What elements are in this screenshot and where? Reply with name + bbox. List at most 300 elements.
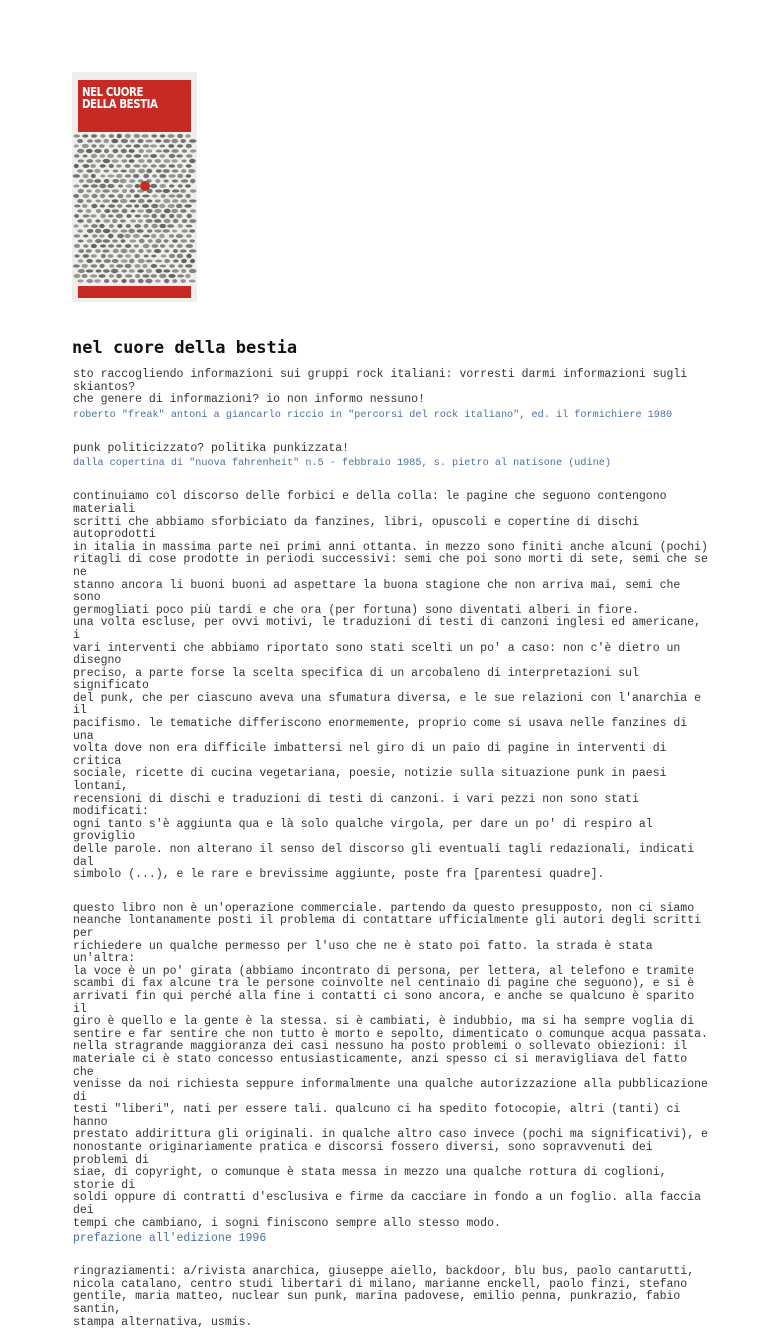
cover-pattern-figure (87, 229, 94, 233)
cover-pattern-figure (134, 134, 140, 138)
cover-pattern-figure (159, 274, 166, 278)
cover-pattern-figure (108, 254, 114, 258)
cover-pattern-figure (73, 174, 80, 177)
cover-pattern-figure (103, 239, 110, 243)
cover-pattern-figure (121, 159, 127, 162)
cover-pattern-figure (159, 174, 166, 178)
cover-pattern-figure (189, 269, 196, 273)
cover-pattern-figure (100, 214, 106, 218)
cover-pattern-figure (104, 170, 110, 173)
cover-pattern-figure (188, 169, 195, 173)
cover-pattern-figure (169, 194, 176, 197)
cover-pattern-figure (120, 199, 127, 203)
thanks-paragraph (73, 1266, 713, 1329)
text-line: la voce è un po' girata (abbiamo incontrato di persona, per lettera, al telefono e tramite (73, 964, 695, 978)
cover-pattern-figure (103, 159, 110, 163)
cover-pattern-figure (82, 134, 88, 137)
cover-pattern-figure (120, 179, 127, 183)
cover-pattern-figure (86, 149, 93, 153)
cover-pattern-figure (121, 139, 128, 143)
cover-pattern-figure (163, 199, 170, 203)
cover-pattern-figure (155, 179, 160, 183)
cover-pattern-figure (163, 149, 170, 152)
cover-pattern-figure (87, 219, 92, 223)
cover-pattern-figure (103, 139, 109, 143)
cover-pattern-figure (94, 169, 100, 173)
cover-pattern-figure (73, 185, 79, 188)
cover-pattern-figure (146, 140, 153, 143)
cover-pattern-figure (91, 144, 96, 147)
cover-pattern-figure (95, 189, 101, 193)
cover-pattern-figure (189, 280, 196, 283)
cover-pattern-figure (143, 235, 150, 238)
text-line: soldi oppure di contratti d'esclusiva e firme da cacciare in fondo a un foglio. alla faccia dei (73, 1191, 702, 1218)
cover-pattern-figure (180, 189, 186, 193)
cover-pattern-figure (152, 174, 157, 177)
cover-pattern-figure (163, 169, 170, 173)
cover-pattern-figure (156, 269, 163, 273)
cover-pattern-figure (160, 184, 166, 188)
cover-pattern-figure (96, 209, 101, 213)
cover-pattern-figure (159, 234, 165, 238)
cover-pattern-figure (180, 209, 186, 213)
cover-pattern-figure (83, 155, 88, 158)
cover-pattern-figure (143, 244, 150, 248)
cover-pattern-figure (112, 219, 117, 223)
cover-pattern-figure (134, 154, 141, 158)
cover-pattern-figure (91, 254, 97, 258)
cover-pattern-figure (190, 149, 196, 152)
text-line: continuiamo col discorso delle forbici e della colla: le pagine che seguono contengono materiali (73, 490, 667, 516)
cover-pattern-figure (121, 269, 127, 272)
cover-pattern-figure (108, 244, 114, 248)
cover-pattern-figure (147, 159, 152, 163)
cover-pattern-figure (137, 209, 144, 212)
cover-pattern-figure (160, 265, 166, 268)
cover-pattern-figure (74, 214, 79, 218)
cover-pattern-figure (189, 199, 196, 202)
text-line: sociale, ricette di cucina vegetariana, poesie, notizie sulla situazione punk in paesi lontani, (73, 767, 667, 794)
cover-pattern-figure (151, 214, 157, 218)
cover-pattern-figure (91, 184, 98, 188)
cover-pattern-figure (161, 194, 166, 198)
cover-pattern-figure (156, 169, 162, 173)
cover-pattern-figure (172, 269, 179, 272)
cover-pattern-figure (143, 154, 149, 157)
cover-pattern-figure (109, 144, 114, 147)
quote-punk-citation: dalla copertina di "nuova fahrenheit" n.5 - febbraio 1985, s. pietro al natisone (udine) (73, 458, 611, 470)
cover-pattern-figure (181, 169, 186, 173)
cover-pattern-figure (103, 229, 110, 233)
cover-pattern-figure (154, 209, 161, 213)
cover-pattern-figure (139, 149, 144, 153)
cover-pattern-figure (91, 264, 98, 267)
cover-pattern-figure (167, 224, 174, 228)
cover-pattern-figure (190, 209, 196, 213)
cover-pattern-figure (111, 229, 118, 232)
cover-pattern-figure (176, 204, 182, 208)
cover-pattern-figure (169, 264, 175, 268)
book-cover-image (72, 72, 197, 302)
cover-pattern-figure (176, 154, 182, 157)
cover-pattern-figure (77, 209, 83, 212)
cover-pattern-figure (74, 234, 81, 237)
cover-pattern-figure (77, 219, 83, 223)
cover-pattern-figure (116, 274, 122, 278)
cover-pattern-figure (90, 214, 96, 217)
cover-pattern-figure (125, 244, 131, 248)
cover-pattern-figure (144, 255, 149, 258)
cover-pattern-figure (176, 214, 182, 218)
cover-pattern-figure (186, 225, 193, 228)
cover-pattern-figure (104, 209, 110, 213)
cover-pattern-figure (74, 244, 80, 248)
page-content (73, 369, 713, 1329)
cover-pattern-figure (117, 154, 123, 158)
text-line: volta dove non era difficile imbattersi nel giro di un paio di pagine in interventi di critica (73, 742, 667, 768)
cover-pattern-figure (181, 279, 186, 283)
cover-pattern-figure (99, 224, 104, 228)
cover-pattern-figure (135, 215, 141, 218)
cover-pattern-figure (122, 189, 127, 193)
cover-pattern-figure (78, 240, 84, 243)
cover-pattern-figure (113, 170, 119, 173)
cover-pattern-figure (129, 149, 135, 153)
cover-pattern-figure (172, 230, 177, 233)
cover-pattern-figure (186, 254, 191, 258)
cover-pattern-figure (86, 189, 91, 192)
quote-punk (73, 443, 713, 471)
cover-pattern-figure (125, 254, 131, 257)
text-line: skiantos? (73, 380, 136, 394)
text-line: nonostante originariamente pratica e discorsi fossero diversi, sono sopravvenuti dei problemi di (73, 1141, 653, 1167)
cover-pattern-figure (112, 209, 119, 212)
cover-pattern-figure (172, 199, 178, 202)
cover-pattern-figure (116, 264, 123, 268)
cover-pattern-figure (108, 234, 114, 238)
cover-pattern-figure (103, 269, 110, 273)
cover-pattern-figure (146, 260, 153, 263)
cover-pattern-figure (111, 269, 118, 273)
cover-pattern-figure (176, 194, 183, 198)
cover-pattern-figure (112, 279, 118, 282)
cover-pattern-figure (102, 189, 109, 193)
cover-pattern-figure (181, 199, 188, 203)
cover-pattern-figure (82, 264, 88, 268)
text-line: del punk, che per ciascuno aveva una sfumatura diversa, e le sue relazioni con l'anarchia e il (73, 691, 702, 718)
cover-pattern-figure (107, 154, 114, 158)
cover-pattern-figure (138, 159, 145, 163)
cover-pattern-figure (78, 189, 84, 193)
cover-pattern-figure (172, 149, 179, 153)
text-line: neanche lontanamente posti il problema di contattare ufficialmente gli autori degli scritti per (73, 914, 702, 940)
cover-pattern-figure (163, 179, 168, 182)
cover-pattern-figure (111, 139, 118, 143)
cover-publisher-band (78, 286, 191, 298)
cover-pattern-figure (129, 159, 135, 163)
cover-pattern-figure (163, 229, 170, 233)
cover-pattern-figure (169, 244, 174, 248)
cover-pattern-figure (91, 134, 97, 137)
cover-pattern-figure (74, 224, 79, 227)
cover-pattern-figure (108, 204, 115, 208)
cover-pattern-figure (117, 234, 124, 238)
cover-pattern-figure (150, 274, 157, 277)
text-line: sto raccogliendo informazioni sui gruppi rock italiani: vorresti darmi informazioni sugli (73, 368, 688, 381)
cover-pattern-figure (99, 184, 106, 188)
cover-pattern-figure (156, 150, 162, 153)
cover-pattern-figure (150, 154, 157, 158)
cover-pattern-figure (142, 264, 147, 268)
text-line: punk politicizzato? politika punkizzata! (73, 441, 350, 455)
cover-pattern-figure (138, 249, 143, 253)
cover-pattern-figure (138, 279, 144, 283)
cover-pattern-figure (121, 170, 127, 173)
cover-pattern-figure (172, 279, 177, 283)
cover-pattern-figure (83, 164, 90, 168)
cover-pattern-figure (95, 159, 101, 162)
cover-pattern-figure (117, 224, 122, 228)
cover-pattern-figure (189, 139, 196, 142)
cover-pattern-figure (182, 149, 187, 153)
cover-pattern-figure (95, 239, 102, 243)
cover-pattern-figure (190, 189, 196, 192)
text-line: arrivati fin qui perché alla fine i contatti ci sono ancora, e anche se qualcuno è sparito il (73, 989, 695, 1016)
cover-pattern-figure (116, 244, 122, 247)
cover-pattern-figure (180, 239, 187, 243)
cover-pattern-figure (154, 249, 161, 253)
cover-title-lettering: NEL CUORE DELLA BESTIA (82, 85, 158, 111)
cover-pattern-figure (138, 259, 145, 263)
cover-pattern-figure (86, 279, 93, 283)
quote-punk-text (73, 443, 713, 456)
cover-pattern-figure (130, 219, 136, 222)
cover-pattern-figure (159, 164, 166, 168)
cover-pattern-figure (146, 209, 153, 213)
cover-pattern-figure (189, 219, 196, 223)
cover-pattern-figure (177, 134, 183, 138)
intro-paragraph (73, 491, 713, 881)
cover-pattern-figure (117, 144, 122, 148)
cover-pattern-figure (90, 164, 96, 168)
text-line: ringraziamenti: a/rivista anarchica, giuseppe aiello, backdoor, blu bus, paolo cantarutti, (73, 1265, 695, 1279)
cover-pattern-figure (171, 139, 178, 143)
cover-pattern-figure (121, 279, 126, 283)
intro-text (73, 491, 713, 881)
cover-pattern-figure (178, 184, 183, 187)
cover-pattern-figure (146, 269, 152, 273)
cover-pattern-figure (161, 255, 167, 258)
cover-pattern-figure (125, 174, 131, 177)
cover-pattern-figure (173, 259, 179, 262)
cover-pattern-figure (152, 194, 157, 197)
text-line: in italia in massima parte nei primi anni ottanta. in mezzo sono finiti anche alcuni (pochi) (73, 540, 708, 554)
cover-pattern-figure (92, 234, 97, 238)
text-line: testi "liberi", nati per essere tali. qualcuno ci ha spedito fotocopie, altri (tanti) ci hanno (73, 1103, 681, 1129)
cover-pattern-figure (187, 214, 192, 218)
text-line: materiale ci è stato concesso entusiasticamente, anzi spesso ci si meravigliava del fatto che (73, 1052, 688, 1079)
cover-pattern-figure (150, 184, 157, 188)
cover-pattern-figure (125, 134, 131, 138)
cover-pattern-figure (186, 154, 193, 158)
cover-pattern-figure (177, 174, 183, 178)
cover-pattern-figure (169, 234, 174, 238)
cover-pattern-figure (121, 249, 128, 253)
cover-pattern-figure (95, 249, 101, 253)
cover-pattern-figure (100, 164, 106, 167)
cover-pattern-figure (186, 244, 193, 248)
cover-pattern-figure (177, 274, 184, 277)
cover-pattern-figure (145, 279, 152, 283)
text-line: che genere di informazioni? io non informo nessuno! (73, 393, 425, 407)
cover-pattern-figure (177, 144, 183, 147)
cover-pattern-figure (151, 134, 157, 137)
cover-pattern-figure (77, 149, 84, 153)
cover-pattern-figure (77, 139, 83, 143)
cover-pattern-figure (189, 159, 196, 163)
cover-pattern-figure (91, 194, 97, 198)
cover-pattern-figure (146, 219, 153, 223)
cover-pattern-figure (181, 179, 188, 183)
cover-pattern-figure (142, 204, 149, 208)
cover-pattern-figure (129, 259, 134, 263)
cover-pattern-figure (95, 219, 100, 222)
text-line: preciso, a parte forse la scelta specifica di un arcobaleno di interpretazioni sul significato (73, 666, 639, 693)
cover-pattern-figure (87, 239, 93, 242)
cover-pattern-figure (177, 254, 183, 258)
cover-pattern-figure (126, 224, 131, 228)
cover-pattern-figure (82, 274, 88, 278)
cover-pattern-figure (125, 145, 131, 148)
text-line: richiedere un qualche permesso per l'uso che ne è stato poi fatto. la strada è stata un'altra: (73, 939, 653, 966)
text-line: pacifismo. le tematiche differiscono enormemente, proprio come si usava nelle fanzines di una (73, 717, 688, 743)
cover-pattern-figure (100, 154, 106, 158)
cover-pattern-figure (126, 204, 133, 207)
cover-pattern-figure (182, 159, 187, 162)
cover-pattern-figure (184, 204, 191, 207)
cover-pattern-figure (126, 214, 131, 218)
cover-pattern-figure (78, 259, 83, 263)
cover-pattern-figure (185, 184, 191, 188)
cover-pattern-figure (91, 224, 98, 228)
cover-pattern-figure (164, 249, 169, 252)
cover-pattern-figure (83, 174, 89, 178)
cover-pattern-figure (109, 274, 114, 278)
cover-pattern-figure (82, 184, 89, 187)
cover-pattern-figure (86, 199, 92, 203)
cover-pattern-figure (112, 159, 119, 163)
text-line: ogni tanto s'è aggiunta qua e là solo qualche virgola, per dare un po' di respiro al groviglio (73, 817, 653, 844)
cover-pattern-figure (134, 244, 139, 247)
cover-pattern-figure (130, 210, 135, 213)
cover-pattern-figure (160, 214, 166, 218)
cover-pattern-figure (181, 259, 187, 263)
cover-pattern-figure (118, 184, 123, 187)
cover-pattern-figure (121, 259, 128, 262)
cover-pattern-figure (125, 274, 132, 277)
cover-pattern-figure (177, 244, 183, 248)
page-title: nel cuore della bestia (72, 338, 298, 358)
cover-pattern-figure (129, 179, 135, 183)
cover-pattern-figure (74, 205, 81, 208)
text-line: venisse da noi richiesta seppure informalmente una qualche autorizzazione alla pubblicazione di (73, 1078, 708, 1104)
cover-pattern-figure (126, 194, 132, 198)
cover-pattern-figure (129, 169, 136, 173)
cover-pattern-figure (151, 234, 156, 238)
cover-pattern-figure (109, 134, 114, 138)
cover-pattern-figure (130, 189, 135, 193)
cover-pattern-figure (113, 249, 119, 253)
cover-pattern-figure (133, 174, 139, 178)
cover-pattern-figure (99, 144, 105, 147)
cover-pattern-figure (186, 164, 192, 168)
cover-pattern-figure (96, 269, 102, 272)
cover-pattern-figure (112, 149, 118, 153)
cover-pattern-figure (144, 224, 149, 228)
cover-pattern-figure (77, 169, 83, 173)
cover-pattern-figure (107, 175, 114, 178)
text-line: nella stragrande maggioranza dei casi nessuno ha posto problemi o sollevato obiezioni: il (73, 1040, 688, 1054)
cover-pattern-figure (129, 269, 135, 272)
cover-pattern-figure (138, 199, 145, 203)
cover-pattern-figure (100, 134, 105, 138)
cover-pattern-figure (103, 219, 110, 223)
cover-pattern-figure (141, 134, 148, 138)
text-line: ritagli di cose prodotte in periodi successivi: semi che poi sono morti di sete, semi che se ne (73, 553, 708, 579)
cover-pattern-figure (160, 154, 166, 157)
cover-pattern-figure (172, 169, 179, 172)
cover-pattern-figure (86, 179, 93, 183)
cover-pattern-figure (186, 234, 192, 238)
text-line: siae, di copyright, o comunque è stata messa in mezzo una qualche rottura di coglioni, storie di (73, 1166, 667, 1192)
cover-pattern-figure (143, 274, 150, 278)
cover-pattern-figure (146, 249, 151, 252)
cover-pattern-figure (164, 239, 169, 243)
cover-pattern-figure (173, 249, 178, 253)
cover-pattern-figure (100, 204, 105, 207)
cover-pattern-figure (86, 209, 92, 213)
cover-pattern-figure (134, 204, 139, 207)
cover-pattern-figure (169, 214, 174, 218)
cover-pattern-figure (163, 189, 170, 193)
cover-pattern-figure (169, 154, 176, 158)
cover-pattern-figure (155, 279, 161, 282)
cover-pattern-figure (74, 254, 79, 257)
text-line: germogliati poco più tardi e che ora (per fortuna) sono diventati alberi in fiore. (73, 603, 639, 617)
cover-pattern-figure (109, 224, 114, 228)
cover-pattern-figure (146, 169, 152, 173)
cover-pattern-figure (164, 219, 171, 223)
cover-pattern-figure (108, 215, 114, 218)
cover-pattern-figure (176, 234, 183, 238)
cover-pattern-figure (143, 174, 149, 178)
cover-pattern-figure (164, 259, 170, 263)
cover-pattern-figure (137, 269, 144, 273)
cover-pattern-figure (112, 259, 119, 263)
cover-pattern-figure (180, 249, 187, 252)
cover-pattern-figure (94, 179, 101, 183)
cover-pattern-figure (167, 134, 174, 138)
cover-pattern-figure (155, 239, 161, 243)
cover-pattern-figure (134, 264, 140, 268)
cover-pattern-figure (135, 274, 140, 278)
cover-pattern-figure (178, 264, 183, 267)
cover-pattern-figure (130, 139, 135, 142)
cover-pattern-figure (83, 254, 89, 258)
cover-pattern-figure (91, 154, 97, 158)
cover-pattern-figure (73, 194, 79, 198)
cover-pattern-figure (78, 159, 84, 162)
